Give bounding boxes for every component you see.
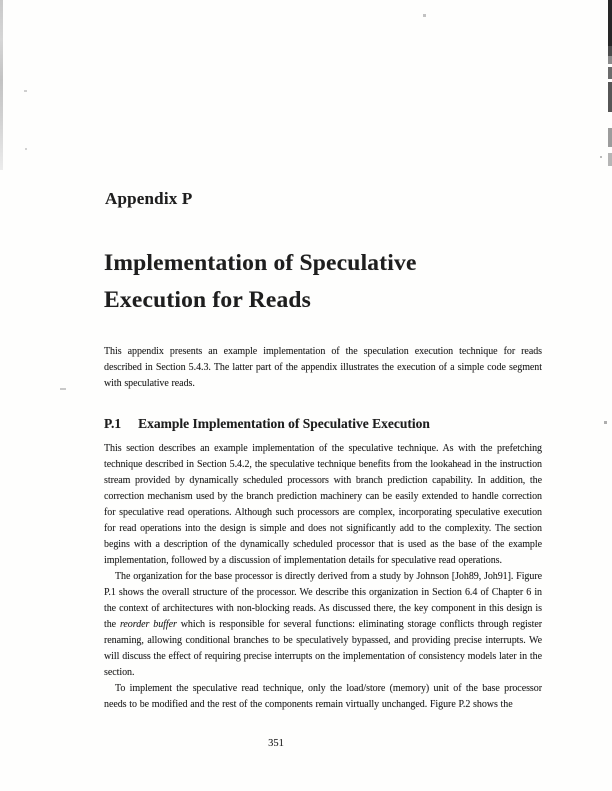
section-heading (104, 416, 430, 432)
scan-edge-artifact-right (608, 0, 612, 170)
text-run: which is responsible for several functions: eliminating storage conflicts through register renaming, allowing conditional branches to be speculatively bypassed, and providing precise interrupts. We will discuss the effect of requiring precise interrupts on the implementation of consistency models later in the section. (104, 619, 542, 678)
page-number: 351 (268, 738, 284, 749)
scan-speck (423, 14, 426, 17)
chapter-title-line-1: Implementation of Speculative (104, 250, 417, 276)
scan-speck (25, 148, 27, 150)
scan-speck (24, 90, 27, 92)
body-paragraph (104, 441, 542, 569)
body-paragraph (104, 681, 542, 713)
chapter-title (104, 245, 417, 319)
appendix-label: Appendix P (105, 189, 193, 208)
intro-paragraphs (104, 344, 542, 392)
text-run: To implement the speculative read technique, only the load/store (memory) unit of the base processor needs to be modified and the rest of the components remain virtually unchanged. Figure P.2 shows the (104, 683, 542, 710)
text-run: The organization for the base processor is directly derived from a study by Johnson [Joh89, Joh91]. Figure P.1 shows the overall structure of the processor. We describe this organization in Section 6.4 of Chapter 6 in the context of architectures with non-blocking reads. As discussed there, the key component in this design is the (104, 571, 542, 630)
emphasized-text: reorder buffer (119, 619, 177, 630)
text-run: This section describes an example implementation of the speculative technique. As with the prefetching technique described in Section 5.4.2, the speculative technique benefits from the lookahead in the instruction stream provided by dynamically scheduled processors with branch prediction capability. In addition, the correction mechanism used by the branch prediction machinery can be easily extended to handle correction for speculative read operations. Although such processors are complex, incorporating speculative execution for read operations into the design is simple and does not significantly add to the complexity. The section begins with a description of the dynamically scheduled processor that is used as the base of the example implementation, followed by a discussion of implementation details for speculative read operations. (104, 443, 542, 566)
section-number: P.1 (104, 416, 122, 431)
scan-edge-artifact-left (0, 0, 3, 170)
body-paragraph (104, 344, 542, 392)
chapter-title-line-2: Execution for Reads (104, 287, 312, 313)
scan-speck (604, 421, 607, 424)
text-run: This appendix presents an example implementation of the speculation execution technique for reads described in Section 5.4.3. The latter part of the appendix illustrates the execution of a simple code segment with speculative reads. (104, 346, 542, 389)
scan-speck (60, 388, 66, 390)
body-paragraph (104, 569, 542, 681)
scan-speck (600, 156, 602, 158)
section-body (104, 441, 542, 713)
section-title: Example Implementation of Speculative Execution (138, 416, 430, 431)
